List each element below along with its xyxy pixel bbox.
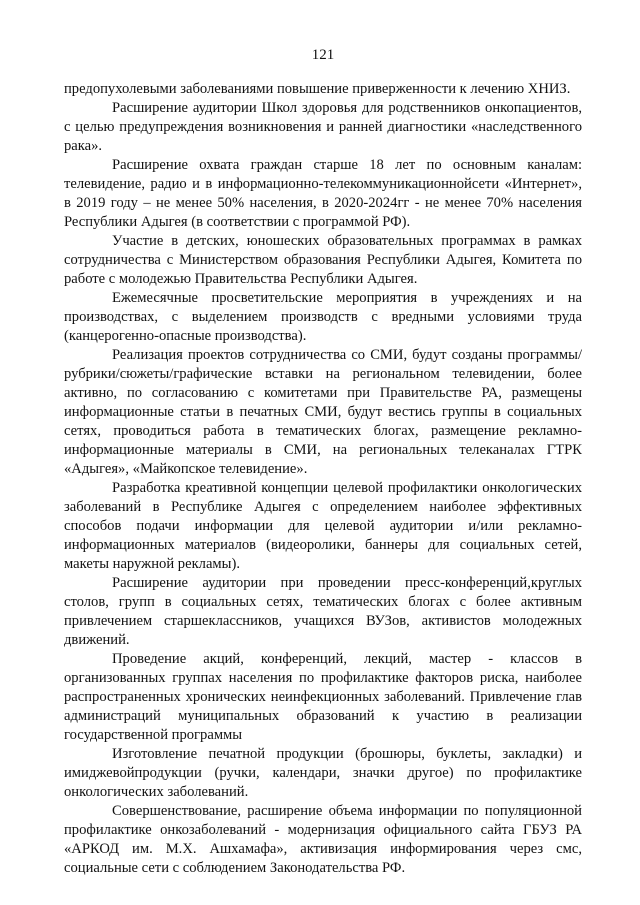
paragraph-creative-concept: Разработка креативной концепции целевой профилактики онкологических заболеваний в Республике Адыгея с определением наиболее эффективных способов подачи информации для целевой аудитории и/или рекламно-информационных материалов (видеоролики, баннеры для социальных сетей, макеты наружной рекламы). <box>64 480 582 572</box>
page-number: 121 <box>311 47 335 63</box>
paragraph-youth-programs: Участие в детских, юношеских образовательных программах в рамках сотрудничества с Министерством образования Республики Адыгея, Комитета по работе с молодежью Правительства Республики Адыгея. <box>64 233 582 287</box>
paragraph-media-coverage: Расширение охвата граждан старше 18 лет по основным каналам: телевидение, радио и в информационно-телекоммуникационнойсети «Интернет», в 2019 году – не менее 50% населения, в 2020-2024гг - не менее 70% населения Республики Адыгея (в соответствии с программой РФ). <box>64 157 582 230</box>
paragraph-press-conferences: Расширение аудитории при проведении пресс-конференций,круглых столов, групп в социальных сетях, тематических блогах с более активным привлечением старшеклассников, учащихся ВУЗов, активистов молодежных движений. <box>64 575 582 648</box>
paragraph-printed-products: Изготовление печатной продукции (брошюры, буклеты, закладки) и имиджевойпродукции (ручки, календари, значки другое) по профилактике онкологических заболеваний. <box>64 746 582 800</box>
paragraph-media-projects: Реализация проектов сотрудничества со СМИ, будут созданы программы/рубрики/сюжеты/графические вставки на региональном телевидении, более активно, по согласованию с комитетами при Правительстве РА, размещены информационные статьи в печатных СМИ, будут вестись группы в социальных сетях, проводиться работа в тематических блогах, размещение рекламно-информационные материалы в СМИ, на региональных телеканалах ГТРК «Адыгея», «Майкопское телевидение». <box>64 347 582 477</box>
paragraph-continuation: предопухолевыми заболеваниями повышение приверженности к лечению ХНИЗ. <box>64 81 571 97</box>
paragraph-campaigns: Проведение акций, конференций, лекций, мастер - классов в организованных группах населения по профилактике факторов риска, наиболее распространенных хронических неинфекционных заболеваний. Привлечение глав администраций муниципальных образований к участию в реализации государственной программы <box>64 651 582 743</box>
paragraph-website-improvement: Совершенствование, расширение объема информации по популяционной профилактике онкозаболеваний - модернизация официального сайта ГБУЗ РА «АРКОД им. М.Х. Ашхамафа», активизация информирования через смс, социальные сети с соблюдением Законодательства РФ. <box>64 803 582 876</box>
paragraph-monthly-events: Ежемесячные просветительские мероприятия в учреждениях и на производствах, с выделением производств с вредными условиями труда (канцерогенно-опасные производства). <box>64 290 582 344</box>
document-body <box>64 80 582 878</box>
paragraph-health-schools: Расширение аудитории Школ здоровья для родственников онкопациентов, с целью предупреждения возникновения и ранней диагностики «наследственного рака». <box>64 100 582 154</box>
